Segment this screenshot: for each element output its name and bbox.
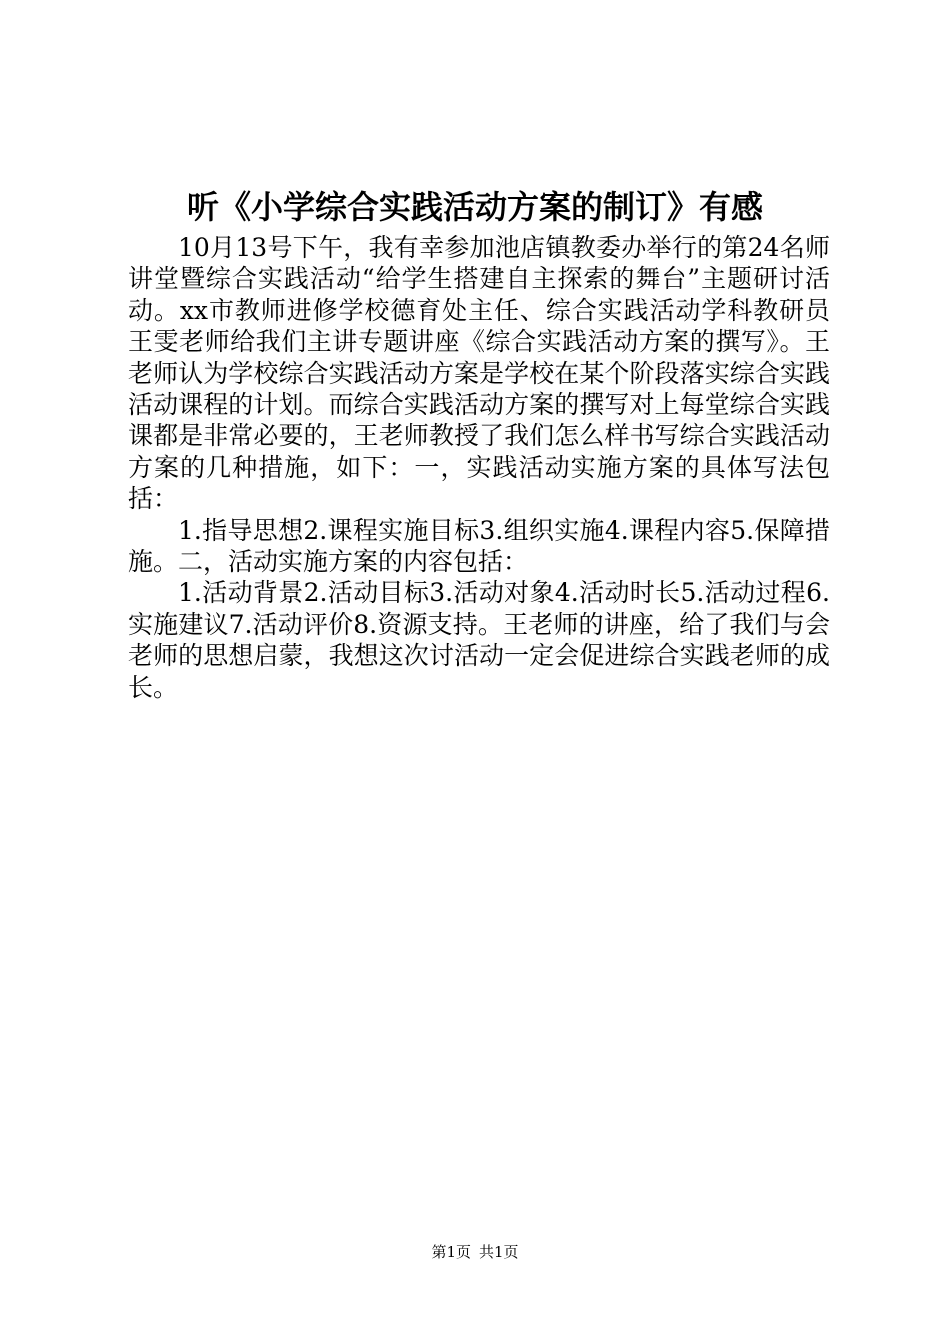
paragraph-content-items: 1.活动背景2.活动目标3.活动对象4.活动时长5.活动过程6.实施建议7.活动评价8.资源支持。王老师的讲座，给了我们与会老师的思想启蒙，我想这次讨活动一定会促进综合实践老师的成长。 [128,578,830,702]
paragraph-intro: 10月13号下午，我有幸参加池店镇教委办举行的第24名师讲堂暨综合实践活动“给学生搭建自主探索的舞台”主题研讨活动。xx市教师进修学校德育处主任、综合实践活动学科教研员王雯老师给我们主讲专题讲座《综合实践活动方案的撰写》。王老师认为学校综合实践活动方案是学校在某个阶段落实综合实践活动课程的计划。而综合实践活动方案的撰写对上每堂综合实践课都是非常必要的，王老师教授了我们怎么样书写综合实践活动方案的几种措施，如下：一，实践活动实施方案的具体写法包括： [128,233,830,514]
document-body [128,232,830,703]
page-footer [0,1242,950,1262]
document-title: 听《小学综合实践活动方案的制订》有感 [186,188,763,226]
page-number: 第1页 [431,1243,471,1261]
paragraph-plan-items: 1.指导思想2.课程实施目标3.组织实施4.课程内容5.保障措施。二，活动实施方案的内容包括： [128,515,830,577]
page-total: 共1页 [479,1243,519,1261]
